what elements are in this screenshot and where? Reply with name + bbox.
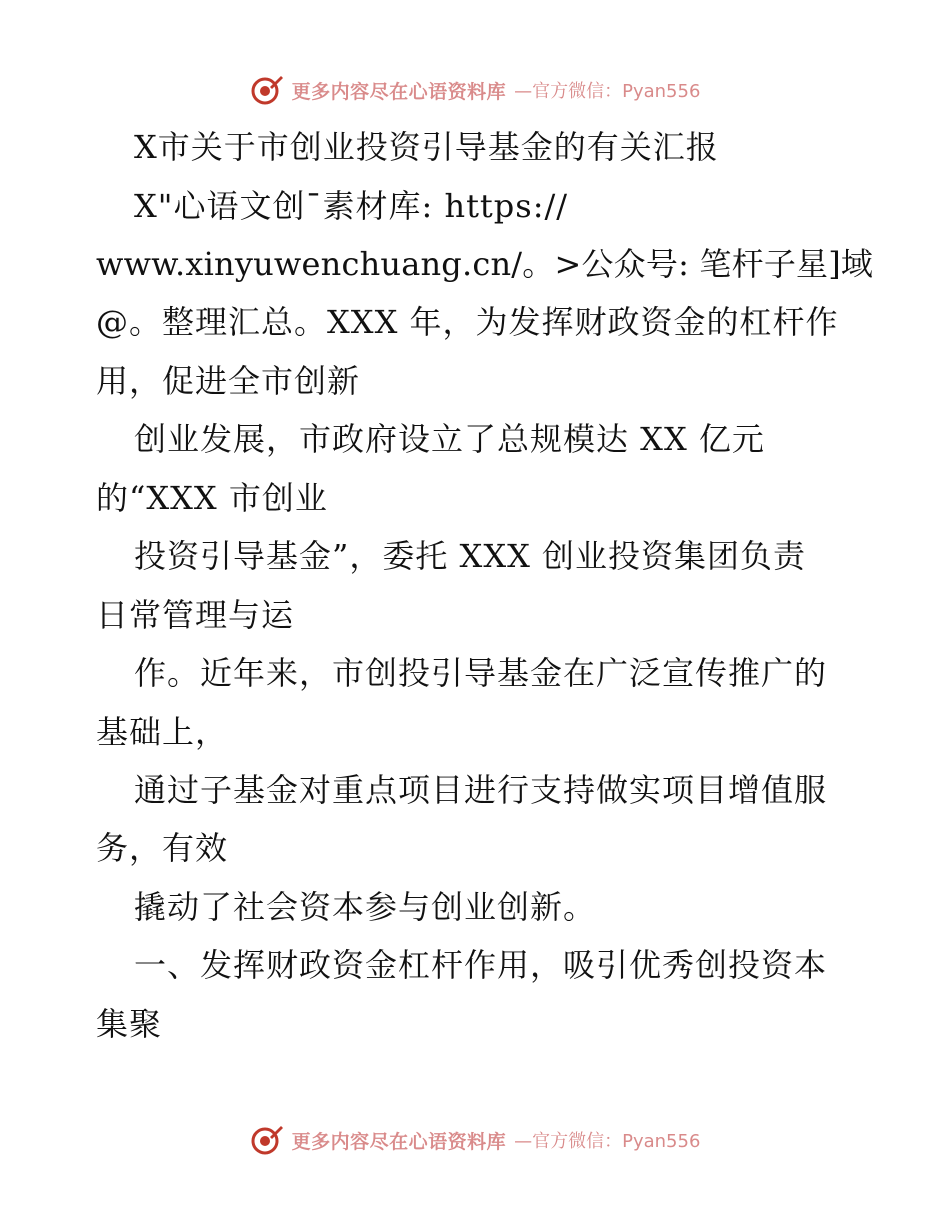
footer-banner-main-text: 更多内容尽在心语资料库 (291, 1130, 507, 1153)
footer-watermark-banner (0, 1120, 950, 1160)
paragraph-line: 撬动了社会资本参与创业创新。 (134, 888, 597, 926)
paragraph-line: www.xinyuwenchuang.cn/。>公众号: 笔杆子星]域 (96, 245, 874, 283)
pen-logo-icon (250, 1123, 284, 1157)
header-banner-sub-text: —官方微信：Pyan556 (514, 81, 701, 102)
footer-banner-sub-text: —官方微信：Pyan556 (514, 1131, 701, 1152)
paragraph-line: 基础上， (96, 713, 229, 751)
paragraph-line: 作。近年来，市创投引导基金在广泛宣传推广的 (134, 654, 828, 692)
paragraph-line: 的“XXX 市创业 (96, 479, 328, 517)
paragraph-line: X"心语文创¯素材库: https:// (134, 187, 569, 225)
paragraph-line: 通过子基金对重点项目进行支持做实项目增值服 (134, 771, 828, 809)
paragraph-line: 务，有效 (96, 829, 229, 867)
paragraph-line: @。整理汇总。XXX 年，为发挥财政资金的杠杆作 (96, 303, 839, 341)
paragraph-line: 创业发展，市政府设立了总规模达 XX 亿元 (134, 420, 765, 458)
paragraph-line: 用，促进全市创新 (96, 362, 361, 400)
section-heading: 一、发挥财政资金杠杆作用，吸引优秀创投资本 (134, 946, 828, 984)
section-heading-continued: 集聚 (96, 1005, 163, 1043)
document-title: X市关于市创业投资引导基金的有关汇报 (134, 128, 719, 166)
header-banner-main-text: 更多内容尽在心语资料库 (291, 80, 507, 103)
paragraph-line: 日常管理与运 (96, 596, 295, 634)
paragraph-line: 投资引导基金”，委托 XXX 创业投资集团负责 (134, 537, 807, 575)
